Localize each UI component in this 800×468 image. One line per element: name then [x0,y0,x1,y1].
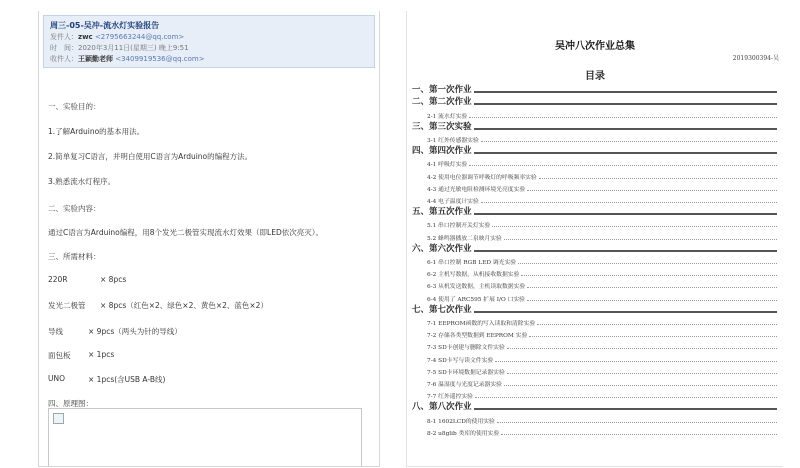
toc-entry-label: 6-2 主机写数据，从机接收数据实验 [427,272,520,279]
toc-leader-line [474,249,777,252]
toc-section[interactable] [427,168,779,180]
report-line [48,300,268,311]
toc-leader-line [475,396,777,398]
toc-entry-label: 7-2 存储各类型数据到 EEPROM 实验 [427,333,528,340]
toc-entry-label: 5.1 串口控制开关灯实验 [427,223,491,230]
toc-leader-line [481,140,777,142]
toc-section[interactable] [427,229,779,241]
report-line-text: 面包板 [48,351,71,360]
toc-section[interactable] [427,376,779,388]
toc-entry-label: 六、第六次作业 [412,243,472,254]
report-line-value: × 1pcs(含USB A-B线) [88,375,166,384]
toc-leader-line [474,212,777,215]
toc-section[interactable] [427,388,779,400]
toc-entry-label: 三、第三次实验 [412,121,472,132]
toc-entry-label: 7-3 SD卡创建与删除文件实验 [427,345,505,352]
toc-entry-label: 五、第五次作业 [412,207,472,218]
toc-leader-line [537,323,777,325]
schematic-image-placeholder [48,408,362,467]
toc-entry-label: 八、第八次作业 [412,402,472,413]
report-line-text: 四、原理图： [48,399,93,408]
broken-image-icon [53,413,64,424]
report-line-text: 通过C语言为Arduino编程，用8个发光二极管实现流水灯效果（即LED依次亮灭）。 [48,228,323,237]
toc-chapter[interactable] [412,95,779,107]
report-line-value: × 8pcs [100,275,127,284]
toc-section[interactable] [427,412,779,424]
toc-chapter[interactable] [412,303,779,315]
report-line [48,374,166,384]
report-line-text: 导线 [48,327,63,336]
report-line [48,227,323,238]
toc-section[interactable] [427,193,779,205]
toc-leader-line [474,90,777,93]
toc-entry-label: 5.2 蜂鸣器播放二泉映月实验 [427,235,502,242]
report-line-text: 220R [48,275,68,284]
report-line [48,101,101,112]
to-address[interactable]: <3409919536@qq.com> [115,55,205,63]
report-line-text: 一、实验目的： [48,102,101,111]
time-label: 时 间： [50,44,78,52]
toc-section[interactable] [427,266,779,278]
toc-leader-line [469,116,777,118]
toc-leader-line [474,310,777,313]
toc-section[interactable] [427,254,779,266]
report-line-text: 2.简单复习C语言，并明白使用C语言为Arduino的编程方法。 [48,152,253,161]
email-subject: 周三-05-吴冲-流水灯实验报告 [50,21,160,30]
report-line [48,203,101,214]
toc-section[interactable] [427,339,779,351]
from-label: 发件人： [50,33,78,41]
toc-chapter[interactable] [412,400,779,412]
from-address[interactable]: <2795663244@qq.com> [94,33,185,41]
toc-entry-label: 二、第二次作业 [412,97,472,108]
toc-leader-line [469,164,777,166]
report-line [48,151,252,162]
toc-leader-line [492,225,777,227]
toc-section[interactable] [427,290,779,302]
toc-entry-label: 7-4 SD卡写与读文件实验 [427,357,494,364]
toc-entry-label: 一、第一次作业 [412,85,472,96]
toc-leader-line [518,262,777,264]
time-value: 2020年3月11日(星期三) 晚上9:51 [78,44,189,52]
document-pane [406,11,783,467]
toc-section[interactable] [427,217,779,229]
toc-chapter[interactable] [412,83,779,95]
email-header [43,15,375,68]
toc-leader-line [527,299,777,301]
toc-chapter[interactable] [412,242,779,254]
report-line [48,176,115,187]
report-line [48,350,115,361]
toc-entry-label: 7-5 SD卡环境数据记录器实验 [427,369,505,376]
from-name[interactable]: zwc [78,33,93,41]
toc-leader-line [527,286,777,288]
toc-section[interactable] [427,278,779,290]
toc-entry-label: 2-1 流水灯实验 [427,113,468,120]
toc-chapter[interactable] [412,144,779,156]
report-line-text: 三、所需材料： [48,252,101,261]
toc-leader-line [527,189,777,191]
report-line-text: 发光二极管 [48,301,86,310]
toc-leader-line [481,201,777,203]
toc-leader-line [507,372,777,374]
toc-section[interactable] [427,315,779,327]
toc-leader-line [521,274,777,276]
toc-section[interactable] [427,181,779,193]
toc-entry-label: 6-4 使用了 ARC595 扩展 I/O 口实验 [427,296,525,303]
email-pane [38,11,380,467]
toc-entry-label: 4-4 电子温度计实验 [427,198,479,205]
toc-entry-label: 7-7 红外遥控实验 [427,394,473,401]
toc-title: 目录 [585,71,605,82]
toc-entry-label: 4-1 呼吸灯实验 [427,162,468,169]
document-title: 吴冲八次作业总集 [555,41,635,52]
toc-leader-line [507,347,777,349]
toc-entry-label: 7-6 温湿度与光度记录器实验 [427,381,502,388]
report-line [48,275,127,284]
toc-section[interactable] [427,351,779,363]
toc-leader-line [501,433,777,435]
toc-entry-label: 3-1 红外传感器实验 [427,137,479,144]
student-id: 2019300394-吴 [732,55,779,62]
report-line [48,251,101,262]
toc-entry-label: 8-2 u8glib 类库的使用实验 [427,430,500,437]
toc-leader-line [474,102,777,105]
toc-chapter[interactable] [412,205,779,217]
toc-entry-label: 8-1 1602LCD的使用实验 [427,418,495,425]
toc-entry-label: 7-1 EEPROM函数的写入读取和清除实验 [427,320,536,327]
email-to-row [50,54,368,65]
toc-leader-line [529,335,777,337]
toc-entry-label: 4-2 使用电位器调节呼吸灯的呼吸频率实验 [427,174,537,181]
toc-entry-label: 4-3 通过光敏电阻检测环境光亮度实验 [427,186,526,193]
to-name[interactable]: 王颖勤老师 [78,55,113,63]
report-line-value: × 8pcs（红色×2、绿色×2、黄色×2、蓝色×2） [100,301,268,310]
toc-leader-line [474,407,777,410]
toc-chapter[interactable] [412,120,779,132]
report-line-value: × 1pcs [88,350,115,359]
toc-section[interactable] [427,107,779,119]
report-line-text: UNO [48,374,66,383]
email-from-row [50,32,368,43]
toc-leader-line [474,127,777,130]
toc-section[interactable] [427,364,779,376]
report-line-text: 二、实验内容： [48,204,101,213]
report-line [48,126,144,137]
toc-section[interactable] [427,132,779,144]
toc-leader-line [474,151,777,154]
to-label: 收件人： [50,55,78,63]
toc-leader-line [495,360,777,362]
report-line-text: 1.了解Arduino的基本用法。 [48,127,145,136]
report-line-text: 3.熟悉流水灯程序。 [48,177,116,186]
toc-leader-line [504,238,777,240]
report-line [48,326,182,337]
toc-entry-label: 6-1 串口控制 RGB LED 调光实验 [427,259,517,266]
toc-section[interactable] [427,327,779,339]
toc-leader-line [539,177,777,179]
toc-entry-label: 6-3 从机发送数据，主机读取数据实验 [427,284,526,291]
toc-entry-label: 七、第七次作业 [412,304,472,315]
toc-section[interactable] [427,156,779,168]
report-line-value: × 9pcs（两头为针的导线） [88,327,182,336]
email-time-row [50,43,368,54]
toc-leader-line [504,384,777,386]
toc-entry-label: 四、第四次作业 [412,146,472,157]
toc-section[interactable] [427,425,779,437]
toc-leader-line [497,421,777,423]
